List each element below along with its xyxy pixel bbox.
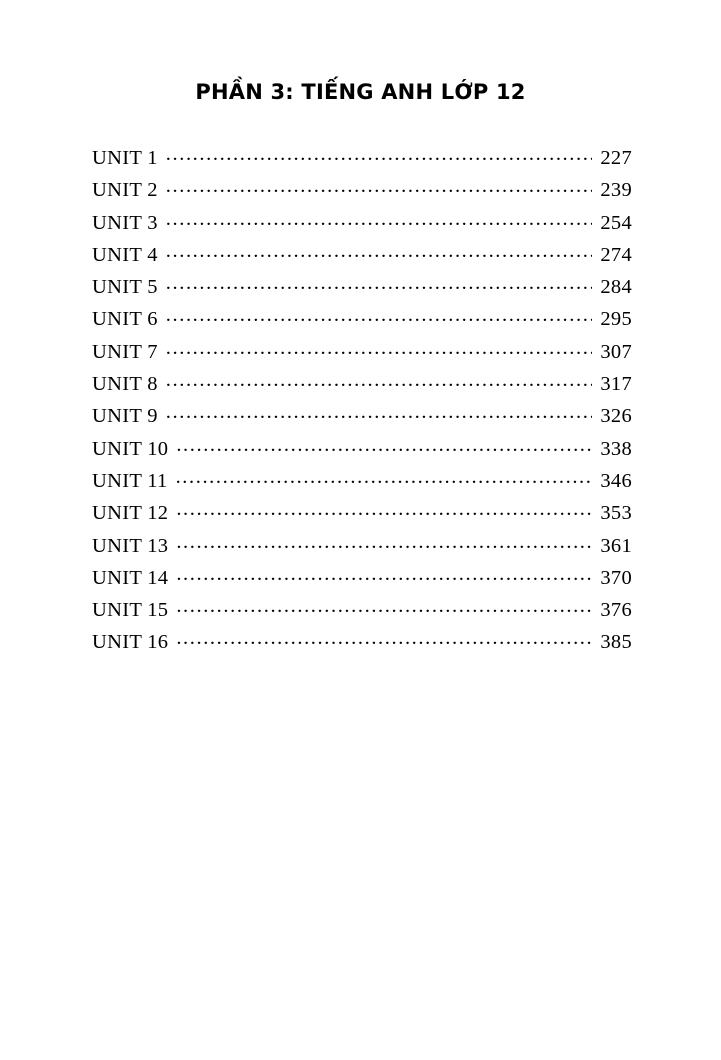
table-of-contents — [92, 142, 632, 659]
toc-entry-page: 227 — [600, 147, 632, 169]
toc-entry-label: UNIT 2 — [92, 179, 158, 202]
toc-entry-page: 385 — [600, 631, 632, 654]
toc-leader-dots — [166, 338, 592, 358]
toc-leader-dots — [166, 241, 592, 261]
toc-entry[interactable] — [92, 497, 632, 529]
toc-entry[interactable] — [92, 368, 632, 400]
toc-entry-label: UNIT 4 — [92, 243, 158, 266]
toc-entry-label: UNIT 15 — [92, 599, 169, 622]
toc-entry-page: 239 — [600, 179, 632, 202]
toc-entry-page: 307 — [600, 340, 632, 363]
page-title: PHẦN 3: TIẾNG ANH LỚP 12 — [195, 80, 526, 104]
toc-entry-label: UNIT 11 — [92, 469, 168, 492]
toc-entry[interactable] — [92, 594, 632, 626]
toc-entry-page: 317 — [600, 373, 632, 396]
toc-entry-page: 376 — [600, 599, 632, 622]
toc-entry[interactable] — [92, 433, 632, 465]
toc-entry[interactable] — [92, 271, 632, 303]
toc-entry[interactable] — [92, 562, 632, 594]
toc-leader-dots — [176, 628, 592, 648]
toc-entry[interactable] — [92, 400, 632, 432]
toc-leader-dots — [176, 467, 592, 487]
toc-entry-page: 353 — [600, 502, 632, 525]
toc-leader-dots — [166, 209, 592, 229]
toc-entry-label: UNIT 16 — [92, 631, 169, 654]
toc-entry[interactable] — [92, 239, 632, 271]
toc-leader-dots — [166, 370, 592, 390]
toc-entry[interactable] — [92, 336, 632, 368]
toc-entry-page: 284 — [600, 276, 632, 299]
toc-entry[interactable] — [92, 207, 632, 239]
toc-leader-dots — [176, 564, 592, 584]
toc-leader-dots — [166, 305, 592, 325]
toc-entry-label: UNIT 14 — [92, 566, 169, 589]
toc-leader-dots — [166, 176, 592, 196]
toc-entry[interactable] — [92, 626, 632, 658]
toc-leader-dots — [166, 144, 592, 164]
toc-entry-label: UNIT 13 — [92, 534, 169, 557]
toc-entry-label: UNIT 7 — [92, 340, 158, 363]
toc-leader-dots — [176, 499, 592, 519]
toc-leader-dots — [176, 596, 592, 616]
toc-entry-page: 295 — [600, 308, 632, 331]
toc-entry[interactable] — [92, 174, 632, 206]
toc-entry-label: UNIT 9 — [92, 405, 158, 428]
toc-entry[interactable] — [92, 530, 632, 562]
toc-entry-label: UNIT 8 — [92, 373, 158, 396]
toc-entry-label: UNIT 6 — [92, 308, 158, 331]
toc-entry-label: UNIT 12 — [92, 502, 169, 525]
toc-entry-page: 274 — [600, 243, 632, 266]
toc-leader-dots — [176, 532, 592, 552]
toc-entry[interactable] — [92, 142, 632, 174]
toc-entry-label: UNIT 3 — [92, 211, 158, 234]
toc-entry-page: 370 — [600, 566, 632, 589]
toc-entry-page: 254 — [600, 211, 632, 234]
toc-entry[interactable] — [92, 303, 632, 335]
toc-entry-label: UNIT 1 — [92, 147, 158, 169]
toc-entry[interactable] — [92, 465, 632, 497]
toc-entry-page: 338 — [600, 437, 632, 460]
toc-entry-label: UNIT 5 — [92, 276, 158, 299]
toc-entry-page: 361 — [600, 534, 632, 557]
toc-entry-page: 346 — [600, 469, 632, 492]
toc-leader-dots — [176, 435, 592, 455]
toc-entry-page: 326 — [600, 405, 632, 428]
toc-entry-label: UNIT 10 — [92, 437, 169, 460]
toc-leader-dots — [166, 402, 592, 422]
toc-leader-dots — [166, 273, 592, 293]
